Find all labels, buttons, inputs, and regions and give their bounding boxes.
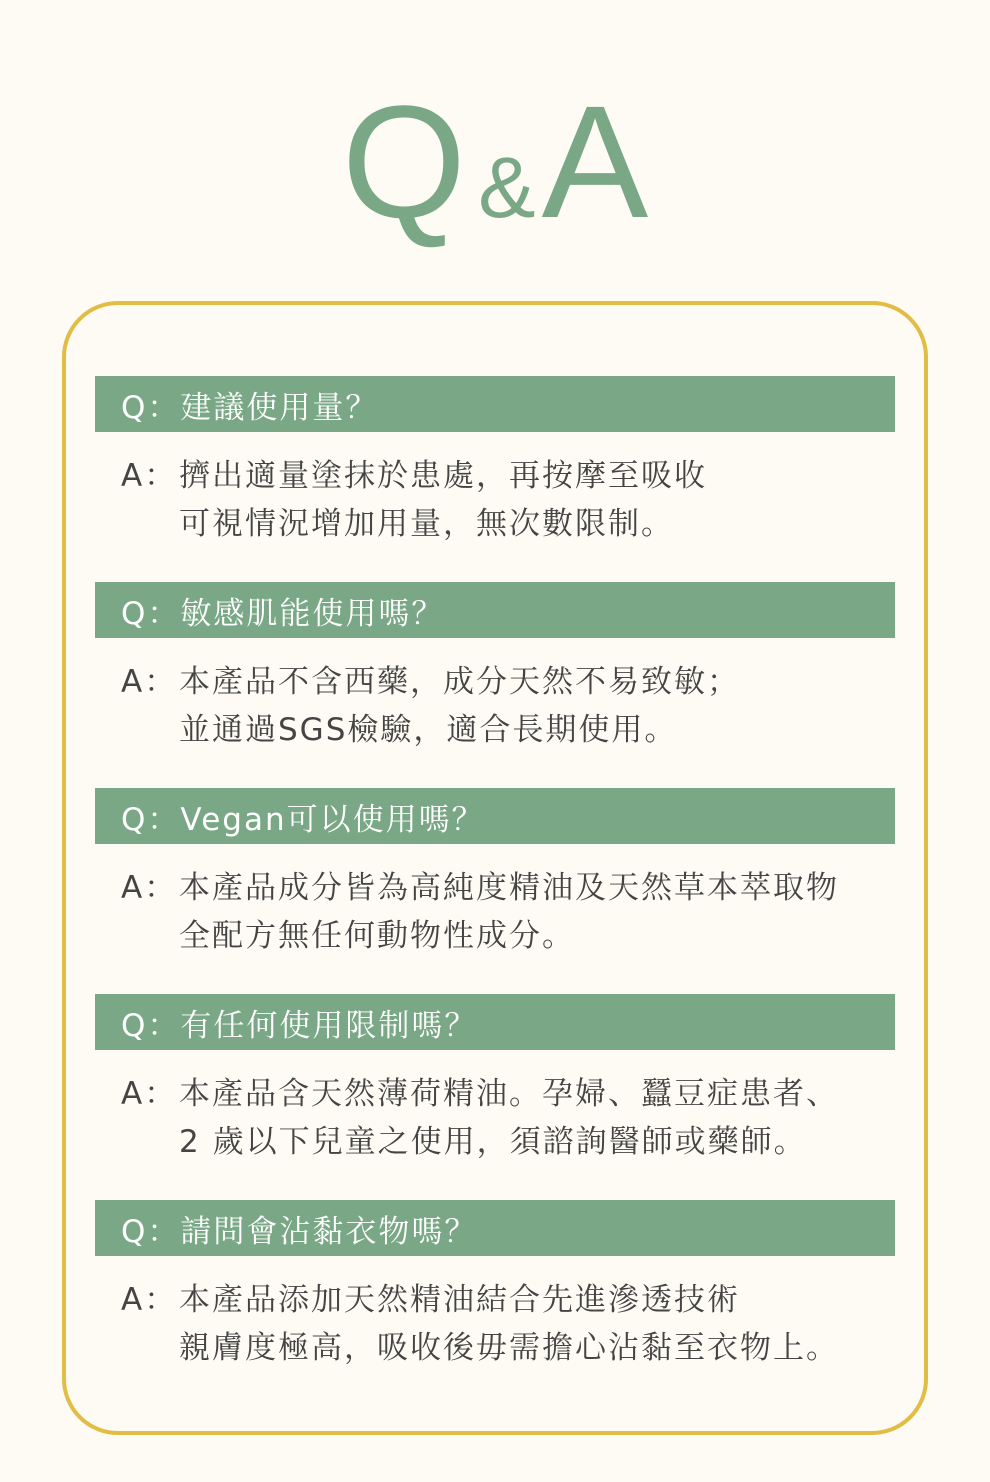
question-text: Q：有任何使用限制嗎？ (121, 1007, 478, 1044)
answer-text (179, 864, 839, 960)
answer-line: 本產品不含西藥，成分天然不易致敏； (179, 664, 740, 700)
answer-line: 並通過SGS檢驗，適合長期使用。 (179, 712, 678, 748)
question-text: Q：敏感肌能使用嗎？ (121, 595, 445, 632)
qa-title (0, 72, 990, 251)
qa-list (95, 376, 895, 1406)
question-text: Q：Vegan可以使用嗎？ (121, 801, 485, 838)
answer-line: 本產品添加天然精油結合先進滲透技術 (179, 1282, 740, 1318)
answer (95, 658, 895, 754)
question-bar (95, 994, 895, 1050)
answer-prefix: A： (121, 664, 178, 700)
answer-line: 全配方無任何動物性成分。 (179, 918, 575, 954)
answer-prefix: A： (121, 1076, 178, 1112)
title-letter-q: Q (341, 72, 469, 251)
answer-line: 可視情況增加用量，無次數限制。 (179, 506, 674, 542)
question-text: Q：請問會沾黏衣物嗎？ (121, 1213, 478, 1250)
answer-text (179, 452, 707, 548)
qa-item-clothing (95, 1200, 895, 1406)
answer-prefix: A： (121, 1282, 178, 1318)
answer-text (179, 658, 740, 754)
question-bar (95, 582, 895, 638)
question-bar (95, 788, 895, 844)
answer (95, 452, 895, 548)
answer-text (179, 1070, 839, 1166)
answer-prefix: A： (121, 870, 178, 906)
answer (95, 1276, 895, 1372)
answer-line: 2 歲以下兒童之使用，須諮詢醫師或藥師。 (179, 1124, 807, 1160)
answer-text (179, 1276, 839, 1372)
answer-line: 本產品成分皆為高純度精油及天然草本萃取物 (179, 870, 839, 906)
answer-prefix: A： (121, 458, 178, 494)
qa-item-usage-amount (95, 376, 895, 582)
answer-line: 親膚度極高，吸收後毋需擔心沾黏至衣物上。 (179, 1330, 839, 1366)
answer-line: 擠出適量塗抹於患處，再按摩至吸收 (179, 458, 707, 494)
answer (95, 864, 895, 960)
answer-line: 本產品含天然薄荷精油。孕婦、蠶豆症患者、 (179, 1076, 839, 1112)
qa-item-restrictions (95, 994, 895, 1200)
question-text: Q：建議使用量？ (121, 389, 379, 426)
qa-item-vegan (95, 788, 895, 994)
title-ampersand: & (478, 140, 536, 236)
question-bar (95, 376, 895, 432)
question-bar (95, 1200, 895, 1256)
title-letter-a: A (541, 72, 649, 251)
answer (95, 1070, 895, 1166)
qa-item-sensitive-skin (95, 582, 895, 788)
